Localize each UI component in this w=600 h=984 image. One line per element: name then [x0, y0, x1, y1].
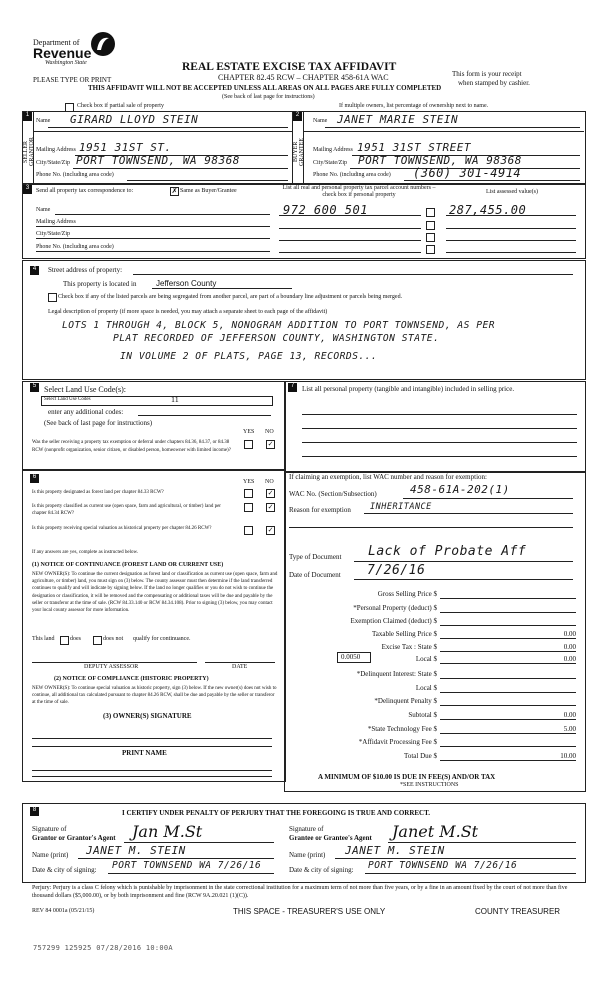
doc-type-label: Type of Document [289, 553, 342, 561]
land-use-select-label: Select Land Use Codes [44, 397, 91, 402]
doc-type-value[interactable]: Lack of Probate Aff [368, 544, 527, 559]
sec5-q1-yes[interactable] [244, 440, 253, 449]
section-3-marker: 3 [23, 185, 32, 194]
same-as-buyer-label: Same as Buyer/Grantee [180, 188, 237, 194]
buyer-city[interactable]: PORT TOWNSEND, WA 98368 [358, 154, 522, 167]
sig-grantor-label-2: Grantor or Grantor's Agent [32, 834, 116, 842]
sec5-q1-no[interactable]: ✓ [267, 440, 274, 448]
seller-mail[interactable]: 1951 31ST ST. [79, 141, 172, 154]
parcel-2-checkbox[interactable] [426, 221, 435, 230]
calc-label-2: Exemption Claimed (deduct) $ [350, 617, 437, 625]
buyer-side-label: BUYER GRANTEE [293, 138, 305, 166]
this-land-label: This land [32, 636, 55, 642]
doc-date-value[interactable]: 7/26/16 [367, 563, 426, 578]
buyer-mail[interactable]: 1951 31ST STREET [357, 141, 471, 154]
calc-label-6: *Delinquent Interest: State $ [356, 670, 437, 678]
notice2-title: (2) NOTICE OF COMPLIANCE (HISTORIC PROPERTY) [54, 676, 209, 682]
notice2-body: NEW OWNER(S): To continue special valuation as historic property, sign (3) below. If the new owner(s) does not wish to continue, all additional tax calculated pursuant to chapter 84.26 RCW, shall be due and payable by the seller or transferor at the time of sale. [32, 686, 277, 706]
perjury-notice: Perjury: Perjury is a class C felony which is punishable by imprisonment in the state correctional institution for a maximum term of not more than five years, or by a fine in an amount fixed by the court of not more than five thousand dollars ($5,000.00), or by both imprisonment and fine (RCW 9A.20.021 (1)(C)). [32, 885, 568, 899]
legal-label: Legal description of property (if more space is needed, you may attach a separate sheet to each page of the affidavit) [48, 309, 328, 315]
grantee-date-city[interactable]: PORT TOWNSEND WA 7/26/16 [368, 860, 518, 871]
section-4-marker: 4 [30, 266, 39, 275]
sec6-yes-header: YES [243, 479, 255, 485]
dept-revenue: Revenue [33, 45, 92, 61]
form-revision: REV 84 0001a (05/21/15) [32, 908, 95, 914]
seller-name[interactable]: GIRARD LLOYD STEIN [70, 113, 199, 126]
minimum-due-note: A MINIMUM OF $10.00 IS DUE IN FEE(S) AND/OR TAX [318, 773, 496, 781]
wac-label: WAC No. (Section/Subsection) [289, 490, 377, 498]
certify-statement: I CERTIFY UNDER PENALTY OF PERJURY THAT THE FOREGOING IS TRUE AND CORRECT. [122, 809, 431, 817]
exemption-label: If claiming an exemption, list WAC number and reason for exemption: [289, 473, 487, 481]
sec5-q1: Was the seller receiving a property tax exemption or deferral under chapters 84.36, 84.37, or 84.38 RCW (nonprofit organization, senior citizen, or disabled person, homeowner with limited income)? [32, 440, 231, 453]
sec6-q1-no[interactable]: ✓ [267, 489, 274, 497]
section-5-marker: 5 [30, 383, 39, 392]
corr-phone-label: Phone No. (including area code) [36, 244, 114, 250]
local-rate: 0.0050 [341, 653, 361, 661]
section-7-marker: 7 [288, 383, 297, 392]
section-7-box [284, 381, 586, 473]
same-as-buyer-checkbox[interactable]: ✗ [171, 187, 178, 195]
sec6-q1: Is this property designated as forest land per chapter 84.33 RCW? [32, 490, 164, 495]
section-6-marker: 6 [30, 474, 39, 483]
seller-mail-label: Mailing Address [36, 147, 76, 153]
multiple-owners-note: If multiple owners, list percentage of ownership next to name. [339, 103, 489, 109]
calc-label-4: Excise Tax : State $ [381, 643, 437, 651]
sec6-q2: Is this property classified as current use (open space, farm and agricultural, or timber) land per chapter 84.34 RCW? [32, 504, 221, 516]
seller-city[interactable]: PORT TOWNSEND, WA 98368 [76, 154, 240, 167]
receipt-note-2: when stamped by cashier. [458, 79, 530, 87]
sec6-q2-yes[interactable] [244, 503, 253, 512]
buyer-mail-label: Mailing Address [313, 147, 353, 153]
legal-line-1: LOTS 1 THROUGH 4, BLOCK 5, NONOGRAM ADDITION TO PORT TOWNSEND, AS PER [62, 320, 496, 331]
grantee-date-city-label: Date & city of signing: [289, 866, 354, 874]
parcel-4-checkbox[interactable] [426, 245, 435, 254]
calc-value-5[interactable]: 0.00 [563, 655, 576, 663]
does-label: does [70, 636, 81, 642]
seller-phone-label: Phone No. (including area code) [36, 172, 114, 178]
form-title: REAL ESTATE EXCISE TAX AFFIDAVIT [182, 61, 397, 73]
seller-side-label: SELLER GRANTOR [23, 137, 35, 167]
seller-city-label: City/State/Zip [36, 160, 70, 166]
calc-label-1: *Personal Property (deduct) $ [353, 604, 437, 612]
calc-label-3: Taxable Selling Price $ [371, 630, 437, 638]
deputy-assessor-label: DEPUTY ASSESSOR [84, 664, 139, 670]
section-8-marker: 8 [30, 807, 39, 816]
additional-codes-label: enter any additional codes: [48, 408, 124, 416]
calc-label-7: Local $ [415, 684, 437, 692]
reason-value[interactable]: INHERITANCE [370, 502, 432, 512]
buyer-name-label: Name [313, 118, 328, 124]
sec6-q3-no[interactable]: ✓ [267, 526, 274, 534]
owner-signature-label: (3) OWNER(S) SIGNATURE [103, 712, 192, 720]
sig-grantee-label-2: Grantee or Grantee's Agent [289, 834, 372, 842]
dept-of: Department of [33, 38, 80, 47]
segregated-label: Check box if any of the listed parcels are being segregated from another parcel, are part of a boundary line adjustment or parcels being merged. [58, 294, 403, 300]
dept-state: Washington State [45, 60, 87, 66]
grantor-date-city-label: Date & city of signing: [32, 866, 97, 874]
section-1-marker: 1 [23, 112, 32, 121]
calc-label-11: *Affidavit Processing Fee $ [358, 738, 437, 746]
assessed-header: List assessed value(s) [486, 189, 538, 195]
calc-value-9[interactable]: 0.00 [563, 711, 576, 719]
please-type: PLEASE TYPE OR PRINT [33, 76, 112, 84]
recording-stamp: 757299 125925 07/28/2016 10:00A [33, 944, 173, 952]
print-name-label: PRINT NAME [122, 749, 167, 757]
grantor-date-city[interactable]: PORT TOWNSEND WA 7/26/16 [112, 860, 262, 871]
assessed-value[interactable]: 287,455.00 [449, 203, 527, 217]
legal-line-3: IN VOLUME 2 OF PLATS, PAGE 13, RECORDS... [120, 351, 378, 362]
grantor-name-print[interactable]: JANET M. STEIN [86, 844, 186, 857]
calc-label-12: Total Due $ [404, 752, 437, 760]
parcel-3-checkbox[interactable] [426, 233, 435, 242]
does-not-label: does not [103, 636, 124, 642]
calc-value-12[interactable]: 10.00 [560, 752, 576, 760]
buyer-city-label: City/State/Zip [313, 160, 347, 166]
assessor-date-label: DATE [232, 664, 248, 670]
receipt-note-1: This form is your receipt [452, 70, 522, 78]
notice1-title: (1) NOTICE OF CONTINUANCE (FOREST LAND OR CURRENT USE) [32, 562, 224, 568]
sec6-no-header: NO [265, 479, 274, 485]
calc-label-10: *State Technology Fee $ [367, 725, 437, 733]
sec6-q3-yes[interactable] [244, 526, 253, 535]
corr-mail-label: Mailing Address [36, 219, 76, 225]
grantor-signature: Jan M.St [132, 822, 203, 841]
parcel-number[interactable]: 972 600 501 [283, 203, 368, 217]
grantor-name-print-label: Name (print) [32, 851, 69, 859]
send-correspondence-label: Send all property tax correspondence to: [36, 188, 134, 194]
sec5-yes-header: YES [243, 429, 255, 435]
street-label: Street address of property: [48, 266, 123, 274]
parcel-header: List all real and personal property tax parcel account numbers – check box if personal property [282, 185, 436, 198]
does-not-checkbox[interactable] [93, 636, 102, 645]
reason-label: Reason for exemption [289, 506, 351, 514]
calc-value-10[interactable]: 5.00 [563, 725, 576, 733]
notice1-body: NEW OWNER(S): To continue the current designation as forest land or classification as current use (open space, farm and agriculture, or timber) land, you must sign on (3) below. The county assessor must then determine if the land transferred continues to qualify and will indicate by signing below. If the land no longer qualifies or you do not wish to continue the designation or classification, it will be removed and the compensating or additional taxes will be due and payable by the seller or transferor at the time of sale. (RCW 84.33.140 or RCW 84.34.108). Prior to signing (3) below, you may contact your local county assessor for more information. [32, 572, 278, 614]
county-name: Jefferson County [156, 279, 217, 288]
see-instructions-note: *SEE INSTRUCTIONS [400, 782, 459, 788]
sec6-q3: Is this property receiving special valuation as historical property per chapter 84.26 RCW? [32, 526, 212, 531]
calc-label-8: *Delinquent Penalty $ [374, 697, 437, 705]
wac-number[interactable]: 458-61A-202(1) [410, 483, 510, 496]
form-chapter: CHAPTER 82.45 RCW – CHAPTER 458-61A WAC [218, 73, 389, 82]
see-back-notice: (See back of last page for instructions) [222, 94, 315, 100]
sec5-see-back: (See back of last page for instructions) [44, 419, 153, 427]
parcel-1-checkbox[interactable] [426, 208, 435, 217]
partial-sale-label: Check box if partial sale of property [77, 103, 164, 109]
revenue-logo-icon [89, 30, 117, 58]
doc-date-label: Date of Document [289, 571, 341, 579]
land-use-label: Select Land Use Code(s): [44, 385, 126, 394]
sec5-no-header: NO [265, 429, 274, 435]
seller-name-label: Name [36, 118, 51, 124]
corr-name-label: Name [36, 207, 51, 213]
grantee-name-print-label: Name (print) [289, 851, 326, 859]
land-use-value: 11 [171, 395, 179, 404]
calc-value-3[interactable]: 0.00 [563, 630, 576, 638]
segregated-checkbox[interactable] [48, 293, 57, 302]
does-checkbox[interactable] [60, 636, 69, 645]
treasurer-use-label: THIS SPACE - TREASURER'S USE ONLY [233, 907, 386, 916]
corr-city-label: City/State/Zip [36, 231, 70, 237]
not-accepted-notice: THIS AFFIDAVIT WILL NOT BE ACCEPTED UNLESS ALL AREAS ON ALL PAGES ARE FULLY COMPLETED [88, 84, 442, 92]
sec6-q2-no[interactable]: ✓ [267, 503, 274, 511]
buyer-phone[interactable]: (360) 301-4914 [413, 166, 522, 180]
county-treasurer-label: COUNTY TREASURER [475, 907, 561, 916]
sec6-if-yes: If any answers are yes, complete as instructed below. [32, 550, 139, 555]
sec6-q1-yes[interactable] [244, 489, 253, 498]
calc-label-9: Subtotal $ [408, 711, 437, 719]
calc-label-0: Gross Selling Price $ [377, 590, 437, 598]
sig-grantor-label-1: Signature of [32, 825, 67, 833]
buyer-name[interactable]: JANET MARIE STEIN [337, 113, 459, 126]
section-2-marker: 2 [293, 112, 302, 121]
buyer-phone-label: Phone No. (including area code) [313, 172, 391, 178]
sig-grantee-label-1: Signature of [289, 825, 324, 833]
legal-line-2: PLAT RECORDED OF JEFFERSON COUNTY, WASHINGTON STATE. [113, 333, 440, 344]
qualify-label: qualify for continuance. [133, 636, 191, 642]
grantee-signature: Janet M.St [392, 822, 479, 841]
calc-label-5: Local $ [415, 655, 437, 663]
personal-property-label: List all personal property (tangible and intangible) included in selling price. [302, 385, 515, 393]
located-label: This property is located in [63, 280, 137, 288]
grantee-name-print[interactable]: JANET M. STEIN [345, 844, 445, 857]
calc-value-4[interactable]: 0.00 [563, 643, 576, 651]
